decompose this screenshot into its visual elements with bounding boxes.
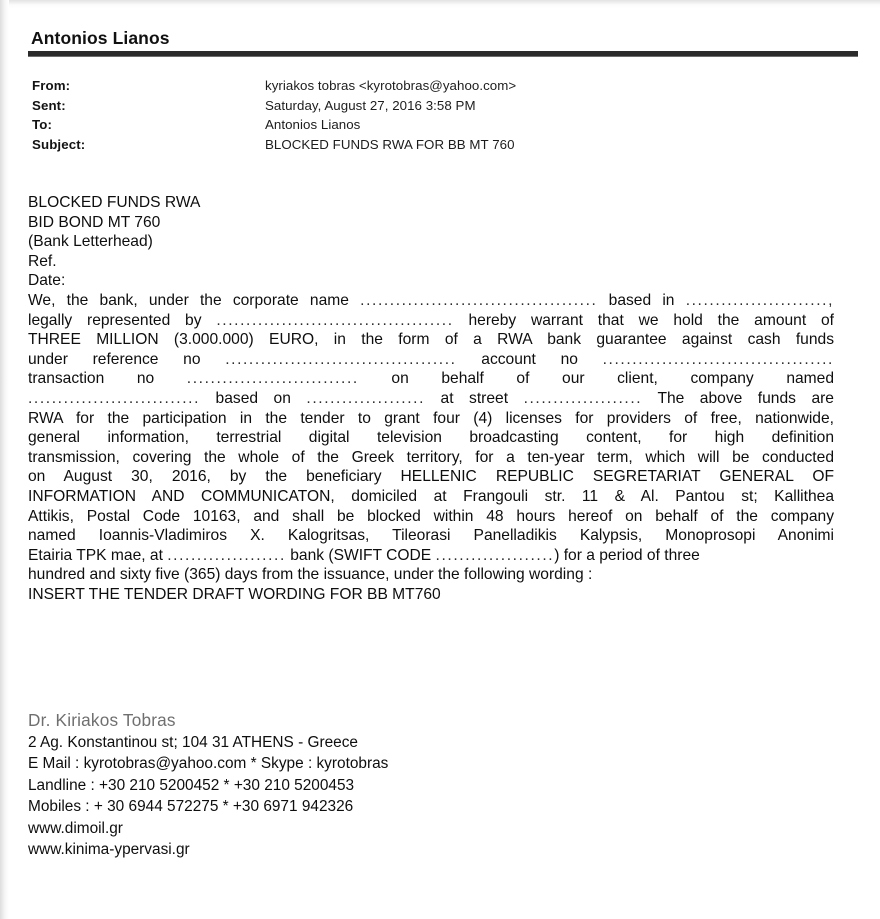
- body-heading-line: BID BOND MT 760: [28, 213, 161, 231]
- dotted-fill-blank: .............................: [186, 370, 359, 388]
- body-text-segment: transmission, covering the whole of the Greek territory, for a ten-year term, which will be conducted: [28, 448, 834, 466]
- meta-value: Antonios Lianos: [265, 117, 361, 132]
- body-text-segment: transaction no: [28, 370, 187, 388]
- scan-edge-top: [0, 0, 880, 8]
- signature-line: Landline : +30 210 5200452 * +30 210 5200453: [28, 776, 355, 794]
- body-paragraph-line: [28, 546, 834, 566]
- dotted-fill-blank: .......................................: [225, 350, 457, 368]
- signature-block: [28, 708, 388, 860]
- meta-value: BLOCKED FUNDS RWA FOR BB MT 760: [265, 136, 515, 152]
- signature-name: Dr. Kiriakos Tobras: [28, 710, 176, 730]
- letter-paragraph: [28, 291, 834, 565]
- page-title: Antonios Lianos: [31, 28, 170, 48]
- body-text-segment: under reference no: [28, 350, 226, 368]
- body-heading-line: Date:: [28, 272, 66, 290]
- body-paragraph-line: [28, 350, 834, 370]
- body-text-segment: Attikis, Postal Code 10163, and shall be blocked within 48 hours hereof on behalf of the company: [28, 507, 834, 525]
- body-text-segment: on behalf of our client, company named: [358, 370, 834, 388]
- meta-value: Saturday, August 27, 2016 3:58 PM: [265, 97, 476, 113]
- body-paragraph-line: [28, 526, 834, 546]
- body-text-segment: based on: [200, 389, 307, 407]
- header-divider: [28, 51, 858, 57]
- body-text-segment: on August 30, 2016, by the beneficiary HELLENIC REPUBLIC SEGRETARIAT GENERAL OF: [28, 468, 834, 486]
- meta-row: [0, 137, 880, 157]
- body-paragraph-line: [28, 409, 834, 429]
- body-text-segment: We, the bank, under the corporate name: [28, 291, 361, 309]
- body-heading-line: Ref.: [28, 252, 57, 270]
- body-heading-line: BLOCKED FUNDS RWA: [28, 194, 201, 211]
- meta-row: [0, 78, 880, 98]
- body-paragraph-line: [28, 467, 834, 487]
- body-heading-line: (Bank Letterhead): [28, 233, 153, 251]
- letter-heading-lines: [28, 193, 834, 291]
- signature-line: Mobiles : + 30 6944 572275 * +30 6971 942326: [28, 798, 354, 816]
- body-text-segment: hereby warrant that we hold the amount of: [453, 311, 834, 329]
- body-tail-line: INSERT THE TENDER DRAFT WORDING FOR BB MT760: [28, 585, 441, 603]
- signature-line: www.dimoil.gr: [28, 819, 123, 837]
- letter-body: [28, 193, 834, 604]
- body-text-segment: THREE MILLION (3.000.000) EURO, in the form of a RWA bank guarantee against cash funds: [28, 331, 834, 349]
- signature-line: E Mail : kyrotobras@yahoo.com * Skype : kyrotobras: [28, 755, 389, 773]
- body-text-segment: ) for a period of three: [554, 546, 700, 564]
- dotted-fill-blank: ........................................: [360, 291, 598, 309]
- meta-label: Subject:: [32, 136, 86, 152]
- meta-row: [0, 98, 880, 118]
- body-paragraph-line: [28, 369, 834, 389]
- meta-row: [0, 117, 880, 137]
- signature-contact-lines: [28, 732, 388, 860]
- body-paragraph-line: [28, 311, 834, 331]
- meta-label: From:: [32, 78, 71, 93]
- body-paragraph-line: [28, 448, 834, 468]
- signature-line: www.kinima-ypervasi.gr: [28, 841, 190, 859]
- meta-label: To:: [32, 117, 52, 132]
- body-paragraph-line: [28, 507, 834, 527]
- body-paragraph-line: [28, 330, 834, 350]
- body-paragraph-line: [28, 291, 834, 311]
- dotted-fill-blank: ....................: [306, 389, 426, 407]
- dotted-fill-blank: ....................: [167, 546, 286, 564]
- body-text-segment: legally represented by: [28, 311, 217, 329]
- dotted-fill-blank: ........................................: [216, 311, 454, 329]
- meta-value: kyriakos tobras <kyrotobras@yahoo.com>: [265, 78, 517, 93]
- body-text-segment: named Ioannis-Vladimiros X. Kalogritsas, Tileorasi Panelladikis Kalypsis, Monoprosopi Anonimi: [28, 527, 834, 545]
- signature-line: 2 Ag. Konstantinou st; 104 31 ATHENS - Greece: [28, 734, 358, 751]
- dotted-fill-blank: .......................................: [602, 350, 834, 368]
- body-tail-line: hundred and sixty five (365) days from the issuance, under the following wording :: [28, 566, 593, 584]
- body-text-segment: INFORMATION AND COMMUNICATON, domiciled at Frangouli str. 11 & Al. Pantou st; Kallithea: [28, 487, 834, 505]
- body-text-segment: at street: [425, 389, 524, 407]
- meta-label: Sent:: [32, 97, 66, 113]
- body-text-segment: Etairia TPK mae, at: [28, 546, 168, 564]
- email-header-fields: [0, 78, 880, 156]
- body-text-segment: The above funds are: [642, 389, 834, 407]
- dotted-fill-blank: .............................: [28, 389, 201, 407]
- body-paragraph-line: [28, 389, 834, 409]
- body-text-segment: general information, terrestrial digital television broadcasting content, for high definition: [28, 429, 834, 447]
- body-paragraph-line: [28, 487, 834, 507]
- dotted-fill-blank: ........................,: [685, 291, 834, 309]
- body-text-segment: bank (SWIFT CODE: [285, 546, 436, 564]
- body-paragraph-line: [28, 428, 834, 448]
- body-text-segment: account no: [456, 350, 603, 368]
- dotted-fill-blank: ....................: [435, 546, 555, 564]
- dotted-fill-blank: ....................: [523, 389, 643, 407]
- body-text-segment: RWA for the participation in the tender to grant four (4) licenses for providers of free, nationwide,: [28, 409, 834, 427]
- letter-tail-lines: [28, 565, 834, 604]
- body-text-segment: based in: [597, 291, 686, 309]
